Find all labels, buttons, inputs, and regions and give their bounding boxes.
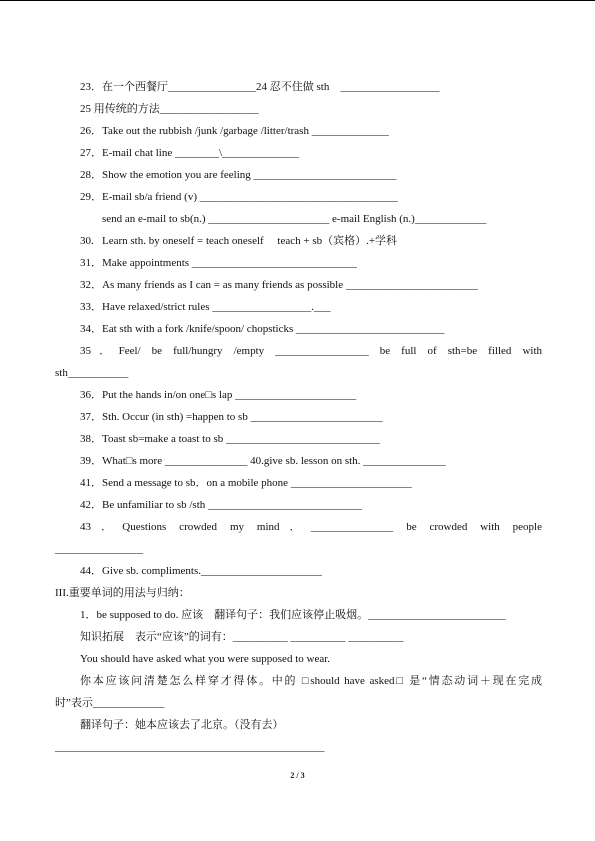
exercise-line-43: 43．Questions crowded my mind．_______________ be crowded with people [80, 521, 542, 533]
exercise-line-29: 29．E-mail sb/a friend (v) ____________________________________ [80, 191, 398, 203]
exercise-line-30: 30. Learn sth. by oneself = teach oneself teach + sb（宾格）.+学科 [80, 235, 398, 247]
usage-item-1: 1．be supposed to do. 应该 翻译句子：我们应该停止吸烟。_________________________ [80, 609, 506, 621]
exercise-line-34: 34．Eat sth with a fork /knife/spoon/ chopsticks ___________________________ [80, 323, 445, 335]
exercise-line-44: 44．Give sb. compliments.______________________ [80, 565, 322, 577]
exercise-line-33: 33．Have relaxed/strict rules __________________.___ [80, 301, 331, 313]
section-heading: III.重要单词的用法与归纳： [55, 587, 190, 599]
exercise-line-39: 39．What□s more _______________ 40.give sb. lesson on sth. _______________ [80, 455, 446, 467]
example-explanation: 你本应该问清楚怎么样穿才得体。中的 □should have asked□ 是“情态动词＋现在完成 [80, 675, 542, 687]
exercise-line-35-cont: sth___________ [55, 367, 129, 379]
header-rule [0, 0, 595, 1]
answer-line: _________________________________________________ [55, 741, 325, 753]
example-sentence: You should have asked what you were supposed to wear. [80, 653, 331, 665]
exercise-line-27: 27．E-mail chat line ________\______________ [80, 147, 300, 159]
exercise-line-28: 28．Show the emotion you are feeling __________________________ [80, 169, 397, 181]
translate-prompt: 翻译句子：她本应该去了北京。（没有去） [80, 719, 284, 731]
exercise-line-35: 35．Feel/ be full/hungry /empty _________________ be full of sth=be filled with [80, 345, 542, 357]
exercise-line-25: 25 用传统的方法__________________ [80, 103, 259, 115]
exercise-line-31: 31．Make appointments ______________________________ [80, 257, 357, 269]
exercise-line-29-sub: send an e-mail to sb(n.) ______________________ e-mail English (n.)_____________ [102, 213, 487, 225]
exercise-line-23: 23．在一个西餐厅________________24 忍不住做 sth __________________ [80, 81, 440, 93]
example-explanation-cont: 时”表示_____________ [55, 697, 165, 709]
exercise-line-42: 42．Be unfamiliar to sb /sth ____________________________ [80, 499, 363, 511]
exercise-line-41: 41．Send a message to sb．on a mobile phone ______________________ [80, 477, 412, 489]
exercise-line-43-cont: ________________ [55, 543, 143, 555]
exercise-line-26: 26．Take out the rubbish /junk /garbage /litter/trash ______________ [80, 125, 389, 137]
exercise-line-32: 32．As many friends as I can = as many friends as possible ________________________ [80, 279, 478, 291]
exercise-line-37: 37．Sth. Occur (in sth) =happen to sb ________________________ [80, 411, 383, 423]
exercise-line-38: 38．Toast sb=make a toast to sb ____________________________ [80, 433, 380, 445]
exercise-line-36: 36．Put the hands in/on one□s lap ______________________ [80, 389, 357, 401]
page-number: 2 / 3 [290, 771, 305, 780]
knowledge-extension: 知识拓展 表示“应该”的词有：__________ __________ __________ [80, 631, 404, 643]
